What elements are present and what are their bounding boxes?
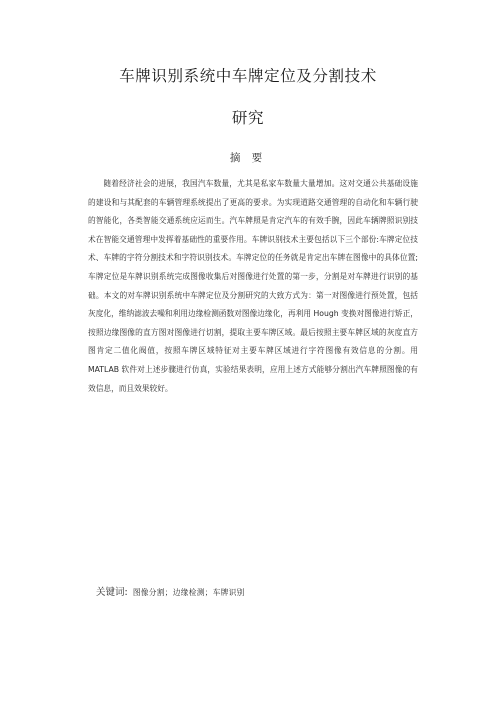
keywords-list: 图像分割；边缘检测；车牌识别 <box>132 588 245 597</box>
keywords-label: 关键词 <box>96 587 125 598</box>
keywords-line <box>96 580 245 599</box>
document-title-line1: 车牌识别系统中车牌定位及分割技术 <box>119 67 377 85</box>
keywords-separator: : <box>124 587 128 598</box>
document-title-line2: 研究 <box>231 109 265 127</box>
abstract-body: 随着经济社会的进展，我国汽车数量，尤其是私家车数量大量增加。这对交通公共基础设施的建设和与其配套的车辆管理系统提出了更高的要求。为实现道路交通管理的自动化和车辆行驶的智能化，各类智能交通系统应运而生。汽车牌照是肯定汽车的有效手腕，因此车辆牌照识别技术在智能交通管理中发挥着基础性的重要作用。车牌识别技术主要包括以下三个部份:车牌定位技术、车牌的字符分割技术和字符识别技术。车牌定位的任务就是肯定出车牌在图像中的具体位置;车牌定位是车牌识别系统完成图像收集后对图像进行处置的第一步，分割是对车牌进行识别的基础。本文的对车牌识别系统中车牌定位及分割研究的大致方式为：第一对图像进行预处置，包括灰度化，维纳滤波去噪和利用边缘检测函数对图像边缘化，再利用 Hough 变换对图像进行矫正，按照边缘图像的直方图对图像进行切割，提取主要车牌区域。最后按照主要车牌区域的灰度直方图肯定二值化阀值，按照车牌区域特征对主要车牌区域进行字符图像有效信息的分割。用 MATLAB 软件对上述步骤进行仿真，实验结果表明，应用上述方式能够分割出汽车牌照图像的有效信息，而且效果较好。 <box>88 179 418 393</box>
abstract-heading: 摘 要 <box>229 152 267 164</box>
